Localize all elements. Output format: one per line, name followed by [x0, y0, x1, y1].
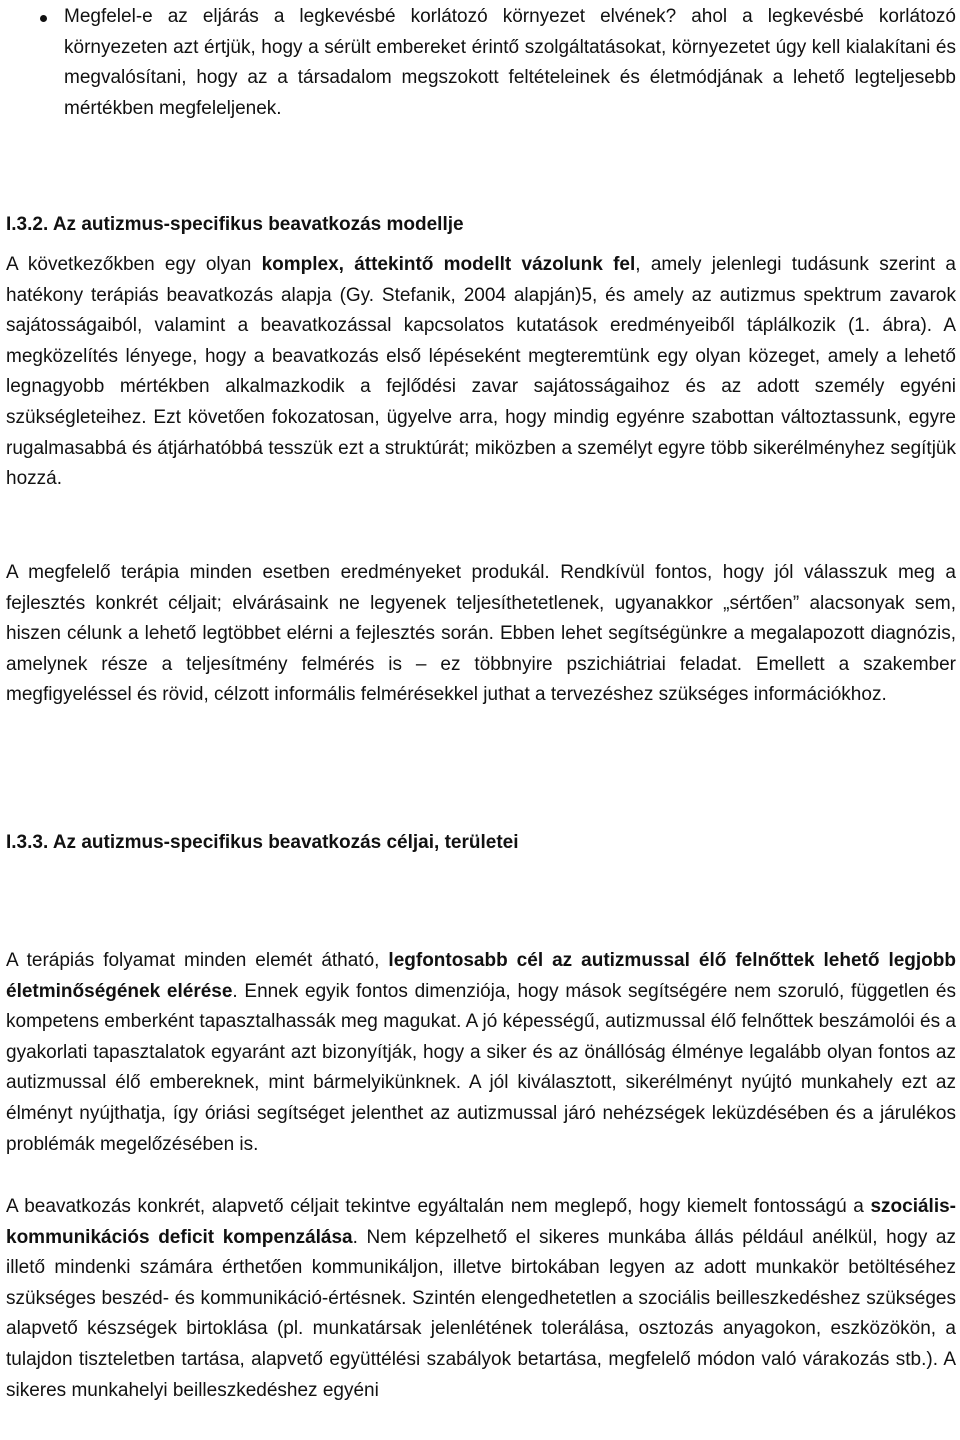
document-page: [6, 0, 956, 1401]
text-run: , amely jelenlegi tudásunk szerint a hatékony terápiás beavatkozás alapja (Gy. Stefanik, 2004 alapján)5, és amely az autizmus spektrum zavarok sajátosságaiból, valamint a beavatkozással kapcsolatos kutatások eredményeiből táplálkozik (1. ábra). A megközelítés lényege, hogy a beavatkozás első lépéseként megteremtünk egy olyan közeget, amely a lehető legnagyobb mértékben alkalmazkodik a fejlődési zavar sajátosságaihoz és az adott személy egyéni szükségleteihez. Ezt követően fokozatosan, ügyelve arra, hogy mindig egyénre szabottan változtassunk, egyre rugalmasabbá és átjárhatóbbá tesszük ezt a struktúrát; miközben a személyt egyre több sikerélményhez segítjük hozzá.: [6, 254, 956, 490]
section-1-3-3-paragraph-1: [6, 946, 956, 1160]
bold-run: szociális-kommunikációs deficit kompenzálása: [6, 1196, 956, 1248]
section-heading-1-3-3: I.3.3. Az autizmus-specifikus beavatkozás céljai, területei: [6, 832, 519, 853]
bullet-item: [6, 2, 956, 124]
section-1-3-2-paragraph-2: A megfelelő terápia minden esetben eredményeket produkál. Rendkívül fontos, hogy jól válasszuk meg a fejlesztés konkrét céljait; elvárásaink ne legyenek teljesíthetetlenek, ugyanakkor „sértően” alacsonyak sem, hiszen célunk a lehető legtöbbet elérni a fejlesztés során. Ebben lehet segítségünkre a megalapozott diagnózis, amelynek része a teljesítmény felmérés is – ez többnyire pszichiátriai feladat. Emellett a szakember megfigyeléssel és rövid, célzott informális felmérésekkel juthat a tervezéshez szükséges információkhoz.: [6, 562, 956, 706]
text-run: A következőkben egy olyan: [6, 254, 262, 275]
bullet-text: Megfelel-e az eljárás a legkevésbé korlátozó környezet elvének? ahol a legkevésbé korlátozó környezeten azt értjük, hogy a sérült embereket érintő szolgáltatásokat, környezetet úgy kell kialakítani és megvalósítani, hogy az a társadalom megszokott feltételeinek és életmódjának a lehető legteljesebb mértékben megfeleljenek.: [64, 6, 956, 119]
section-1-3-2-paragraph-1: [6, 250, 956, 495]
text-run: A beavatkozás konkrét, alapvető céljait tekintve egyáltalán nem meglepő, hogy kiemelt fontosságú a: [6, 1196, 871, 1217]
bullet-dot-icon: [40, 15, 47, 22]
bold-run: komplex, áttekintő modellt vázolunk fel: [261, 254, 636, 275]
text-run: . Nem képzelhető el sikeres munkába állás például anélkül, hogy az illető mindenki számára érthetően kommunikáljon, illetve birtokában legyen az adott munkakör betöltéséhez szükséges beszéd- és kommunikáció-értésnek. Szintén elengedhetetlen a szociális beilleszkedéshez szükséges alapvető készségek birtoklása (pl. munkatársak jelenlétének tolerálása, osztozás anyagokon, eszközökön, a tulajdon tiszteletben tartása, alapvető együttélési szabályok betartása, megfelelő módon való várakozás stb.). A sikeres munkahelyi beilleszkedéshez egyéni: [6, 1226, 956, 1401]
text-run: A terápiás folyamat minden elemét átható,: [6, 950, 389, 971]
text-run: . Ennek egyik fontos dimenziója, hogy mások segítségére nem szoruló, független és kompetens emberként tapasztalhassák meg magukat. A jó képességű, autizmussal élő felnőttek beszámolói és a gyakorlati tapasztalatok egyaránt azt bizonyítják, hogy a siker és az önállóság élménye legalább olyan fontos az autizmussal élő embereknek, mint bármelyikünknek. A jól kiválasztott, sikerélményt nyújtó munkahely ezt az élményt nyújthatja, így óriási segítséget jelenthet az autizmussal járó nehézségek leküzdésében és a járulékos problémák megelőzésében is.: [6, 980, 956, 1155]
bold-run: legfontosabb cél az autizmussal élő felnőttek lehető legjobb életminőségének elérése: [6, 950, 956, 1002]
section-heading-1-3-2: I.3.2. Az autizmus-specifikus beavatkozás modellje: [6, 214, 464, 235]
section-1-3-3-paragraph-2: [6, 1192, 956, 1406]
